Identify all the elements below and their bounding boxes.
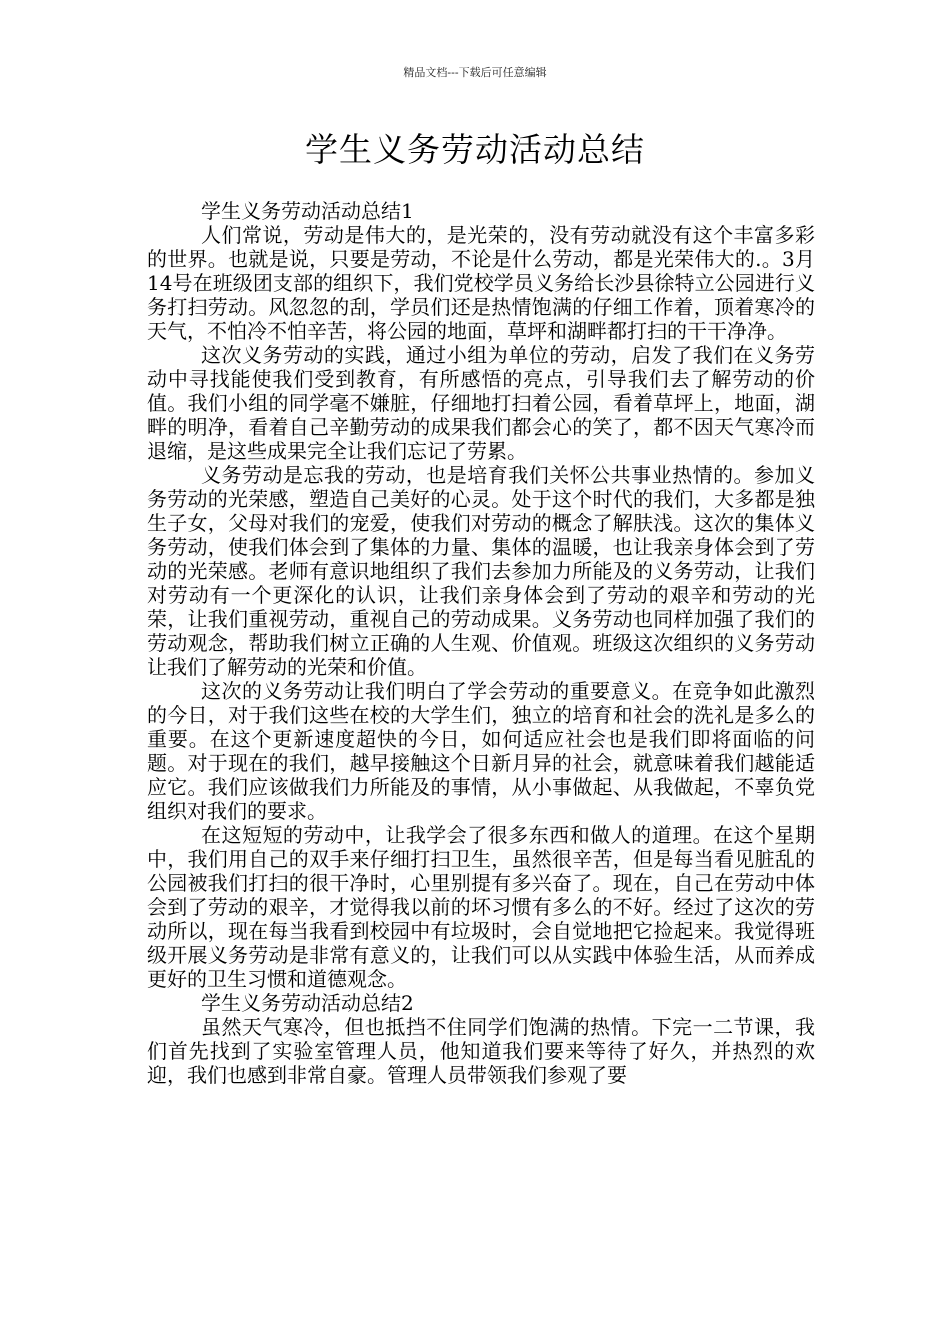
- body-paragraph: 在这短短的劳动中，让我学会了很多东西和做人的道理。在这个星期中，我们用自己的双手来仔细打扫卫生，虽然很辛苦，但是每当看见脏乱的公园被我们打扫的很干净时，心里别提有多兴奋了。现在，自己在劳动中体会到了劳动的艰辛，才觉得我以前的坏习惯有多么的不好。经过了这次的劳动所以，现在每当我看到校园中有垃圾时，会自觉地把它捡起来。我觉得班级开展义务劳动是非常有意义的，让我们可以从实践中体验生活，从而养成更好的卫生习惯和道德观念。: [147, 823, 815, 991]
- section-heading: 学生义务劳动活动总结1: [201, 199, 414, 223]
- body-paragraph: 义务劳动是忘我的劳动，也是培育我们关怀公共事业热情的。参加义务劳动的光荣感，塑造自己美好的心灵。处于这个时代的我们，大多都是独生子女，父母对我们的宠爱，使我们对劳动的概念了解肤浅。这次的集体义务劳动，使我们体会到了集体的力量、集体的温暖，也让我亲身体会到了劳动的光荣感。老师有意识地组织了我们去参加力所能及的义务劳动，让我们对劳动有一个更深化的认识，让我们亲身体会到了劳动的艰辛和劳动的光荣，让我们重视劳动，重视自己的劳动成果。义务劳动也同样加强了我们的劳动观念，帮助我们树立正确的人生观、价值观。班级这次组织的义务劳动让我们了解劳动的光荣和价值。: [147, 463, 815, 679]
- body-paragraph: 这次的义务劳动让我们明白了学会劳动的重要意义。在竞争如此激烈的今日，对于我们这些在校的大学生们，独立的培育和社会的洗礼是多么的重要。在这个更新速度超快的今日，如何适应社会也是我们即将面临的问题。对于现在的我们，越早接触这个日新月异的社会，就意味着我们越能适应它。我们应该做我们力所能及的事情，从小事做起、从我做起，不辜负党组织对我们的要求。: [147, 679, 815, 823]
- section-heading: 学生义务劳动活动总结2: [201, 991, 414, 1015]
- body-paragraph: 人们常说，劳动是伟大的，是光荣的，没有劳动就没有这个丰富多彩的世界。也就是说，只要是劳动，不论是什么劳动，都是光荣伟大的.。3月14号在班级团支部的组织下，我们党校学员义务给长沙县徐特立公园进行义务打扫劳动。风忽忽的刮，学员们还是热情饱满的仔细工作着，顶着寒冷的天气，不怕冷不怕辛苦，将公园的地面，草坪和湖畔都打扫的干干净净。: [147, 223, 815, 343]
- document-title: 学生义务劳动活动总结: [305, 130, 645, 169]
- body-paragraph: 这次义务劳动的实践，通过小组为单位的劳动，启发了我们在义务劳动中寻找能使我们受到教育，有所感悟的亮点，引导我们去了解劳动的价值。我们小组的同学毫不嫌脏，仔细地打扫着公园，看着草坪上，地面，湖畔的明净，看着自己辛勤劳动的成果我们都会心的笑了，都不因天气寒冷而退缩，是这些成果完全让我们忘记了劳累。: [147, 343, 815, 463]
- body-paragraph: 虽然天气寒冷，但也抵挡不住同学们饱满的热情。下完一二节课，我们首先找到了实验室管理人员，他知道我们要来等待了好久，并热烈的欢迎，我们也感到非常自豪。管理人员带领我们参观了要: [147, 1015, 815, 1087]
- document-body: [147, 199, 815, 1087]
- header-note: 精品文档---下载后可任意编辑: [403, 66, 547, 79]
